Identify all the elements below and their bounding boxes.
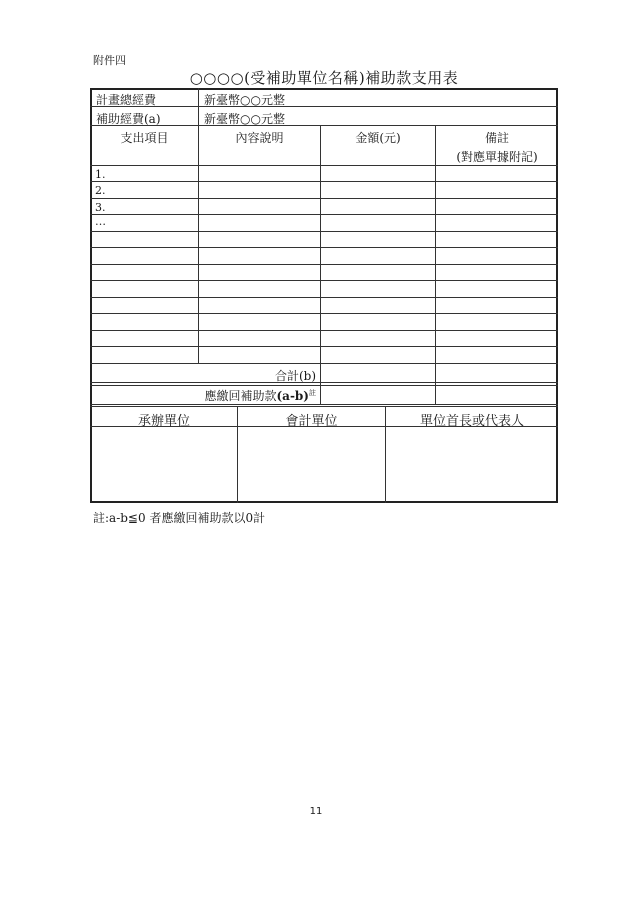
item-number: 2. [95, 184, 106, 197]
column-header-amount: 金額(元) [355, 131, 401, 145]
subsidy-value: 新臺幣○○元整 [204, 112, 285, 126]
table-rule [90, 280, 558, 281]
refund-text: 應繳回補助款 [204, 389, 277, 403]
table-rule [90, 106, 558, 107]
item-number: … [95, 215, 106, 228]
attachment-label: 附件四 [93, 54, 126, 67]
table-rule [320, 125, 321, 404]
table-rule [90, 363, 558, 364]
table-rule [90, 330, 558, 331]
table-rule [90, 382, 558, 383]
total-budget-value: 新臺幣○○元整 [204, 93, 285, 107]
subsidy-label: 補助經費(a) [96, 112, 161, 126]
footnote: 註:a-b≦0 者應繳回補助款以0計 [93, 511, 266, 525]
refund-formula: (a-b) [276, 389, 309, 403]
table-rule [90, 247, 558, 248]
table-rule [90, 313, 558, 314]
signature-unit-head: 單位首長或代表人 [419, 414, 524, 429]
form-title: ○○○○(受補助單位名稱)補助款支用表 [189, 69, 459, 87]
table-rule [90, 385, 558, 386]
table-rule [90, 181, 558, 182]
signature-undertaking-unit: 承辦單位 [137, 414, 190, 429]
subtotal-label: 合計(b) [274, 369, 316, 383]
table-rule [90, 404, 558, 405]
table-rule [435, 125, 436, 404]
table-rule [90, 346, 558, 347]
column-header-remarks-sub: (對應單據附記) [456, 150, 538, 164]
table-rule [90, 264, 558, 265]
page-number: 11 [309, 806, 323, 817]
table-rule [90, 198, 558, 199]
refund-label [150, 387, 316, 404]
table-rule [198, 125, 199, 363]
refund-note-marker: 註 [309, 389, 316, 397]
item-number: 1. [95, 168, 106, 181]
total-budget-label: 計畫總經費 [96, 93, 157, 107]
table-rule [198, 88, 199, 125]
table-rule [90, 406, 558, 407]
table-rule [90, 297, 558, 298]
column-header-description: 內容說明 [235, 131, 284, 145]
column-header-item: 支出項目 [120, 131, 169, 145]
table-rule [90, 231, 558, 232]
item-number: 3. [95, 201, 106, 214]
signature-accounting-unit: 會計單位 [285, 414, 338, 429]
column-header-remarks: 備註 [484, 131, 509, 145]
table-rule [90, 214, 558, 215]
table-rule [90, 165, 558, 166]
